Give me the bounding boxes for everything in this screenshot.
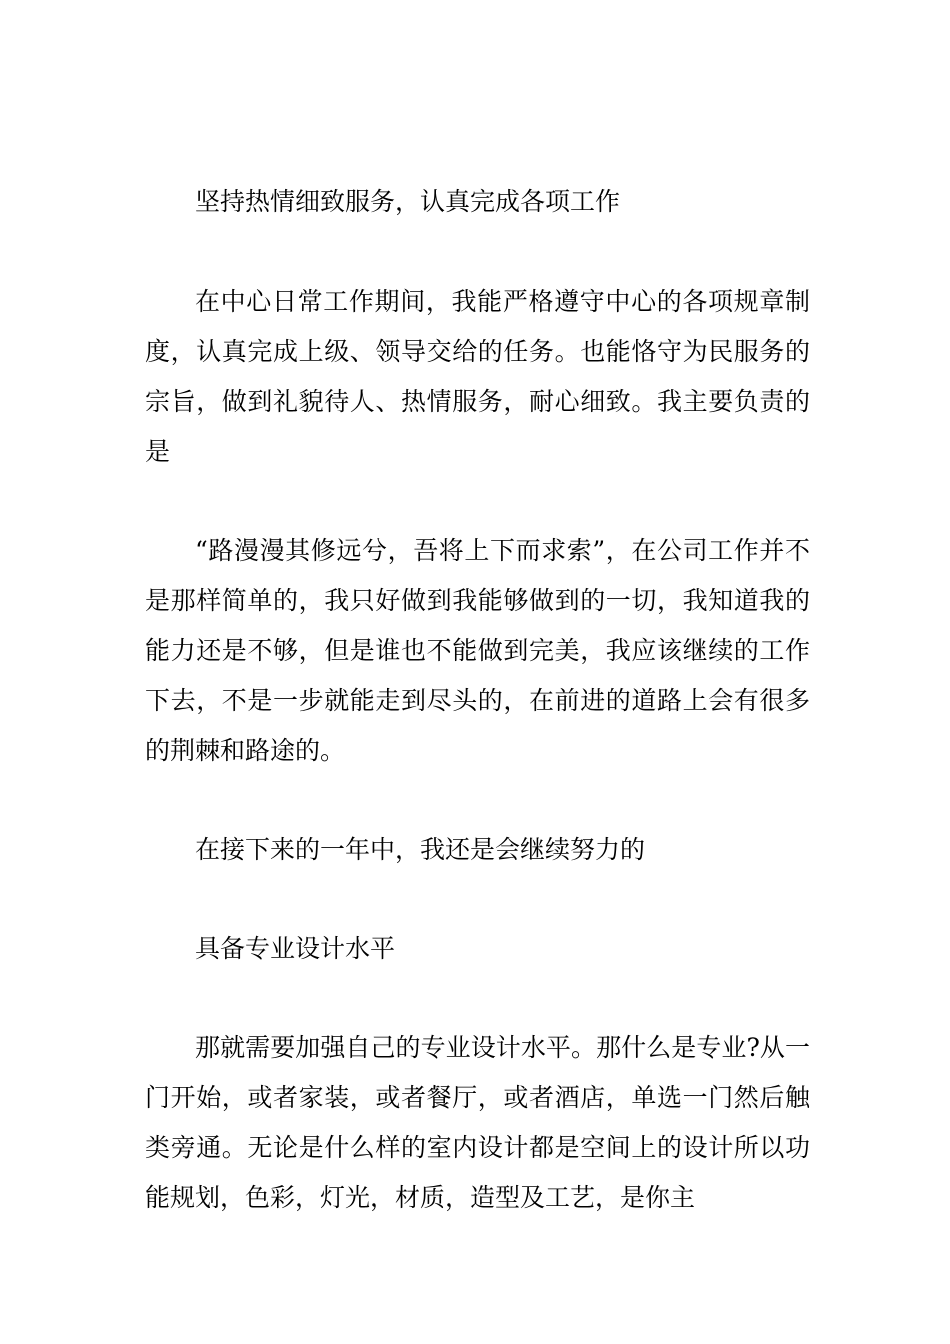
paragraph-quote-reflection: “路漫漫其修远兮，吾将上下而求索”，在公司工作并不是那样简单的，我只好做到我能够做到的一切，我知道我的能力还是不够，但是谁也不能做到完美，我应该继续的工作下去，不是一步就能走到尽头的，在前进的道路上会有很多的荆棘和路途的。 xyxy=(145,536,810,765)
paragraph-design-skills: 那就需要加强自己的专业设计水平。那什么是专业?从一门开始，或者家装，或者餐厅，或者酒店，单选一门然后触类旁通。无论是什么样的室内设计都是空间上的设计所以功能规划，色彩，灯光，材质，造型及工艺，是你主 xyxy=(145,1033,810,1212)
section-heading-design: 具备专业设计水平 xyxy=(195,934,396,963)
section-heading-service: 坚持热情细致服务，认真完成各项工作 xyxy=(195,187,621,216)
paragraph-daily-work: 在中心日常工作期间，我能严格遵守中心的各项规章制度，认真完成上级、领导交给的任务。也能恪守为民服务的宗旨，做到礼貌待人、热情服务，耐心细致。我主要负责的是 xyxy=(145,287,810,466)
paragraph-next-year: 在接下来的一年中，我还是会继续努力的 xyxy=(195,835,646,864)
